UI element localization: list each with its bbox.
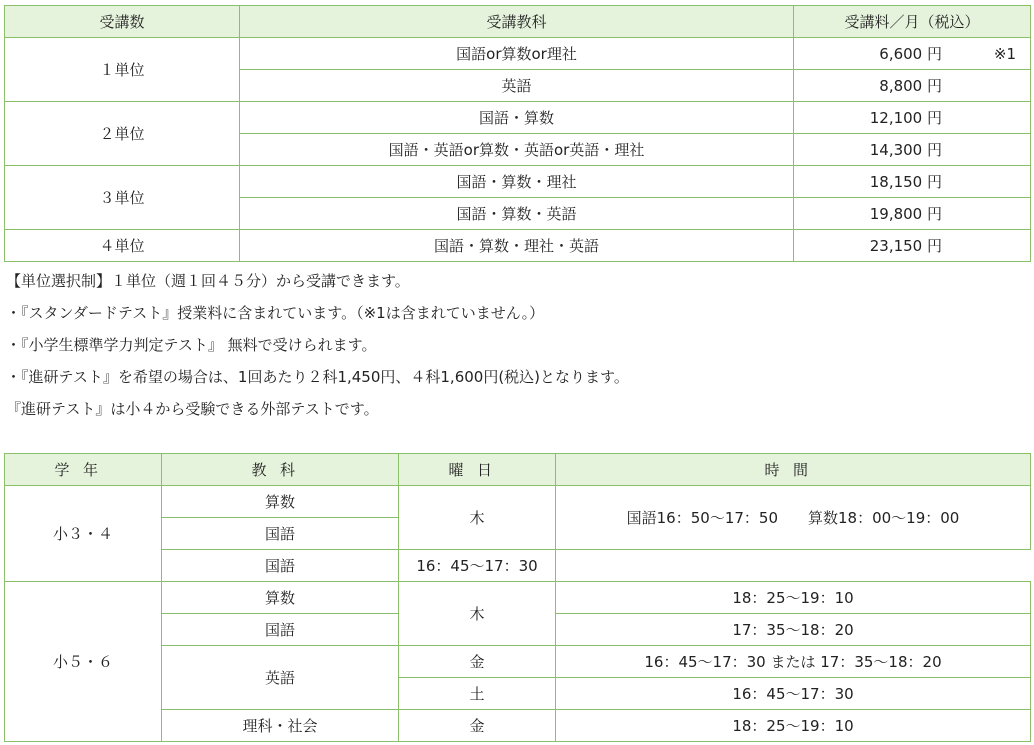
note-unit-system: 【単位選択制】１単位（週１回４５分）から受講できます。 [6, 272, 410, 290]
header-fee: 受講料／月（税込） [794, 6, 1031, 38]
time-cell: 国語16：50〜17：50 算数18：00〜19：00 [556, 486, 1031, 550]
subject-cell: 国語 [162, 550, 399, 582]
time-cell: 16：45〜17：30 [399, 550, 556, 582]
subjects-cell: 国語・算数 [240, 102, 794, 134]
time-cell: 17：35〜18：20 [556, 614, 1031, 646]
schedule-table [4, 453, 1031, 742]
price-cell: 23,150 円 [794, 230, 1031, 262]
header-subjects: 受講教科 [240, 6, 794, 38]
notes [6, 265, 1026, 425]
note-shinken-test-grade: 『進研テスト』は小４から受験できる外部テストです。 [6, 400, 379, 418]
subjects-cell: 国語・算数・理社 [240, 166, 794, 198]
subject-cell: 国語 [162, 518, 399, 550]
note-standard-test: ・『スタンダードテスト』授業料に含まれています。（※1は含まれていません。） [6, 304, 545, 322]
subject-cell: 算数 [162, 582, 399, 614]
price-value: 6,600 円 [879, 44, 942, 63]
time-cell: 16：45〜17：30 または 17：35〜18：20 [556, 646, 1031, 678]
day-cell: 木 [399, 582, 556, 646]
units-cell: ４単位 [5, 230, 240, 262]
note-mark: ※1 [993, 44, 1016, 63]
header-subject: 教科 [162, 454, 399, 486]
price-cell: 18,150 円 [794, 166, 1031, 198]
header-time: 時間 [556, 454, 1031, 486]
day-cell: 土 [399, 678, 556, 710]
note-achievement-test: ・『小学生標準学力判定テスト』 無料で受けられます。 [6, 336, 377, 354]
fee-row [5, 102, 1031, 134]
price-cell: 12,100 円 [794, 102, 1031, 134]
schedule-row [5, 486, 1031, 518]
header-grade: 学年 [5, 454, 162, 486]
header-units: 受講数 [5, 6, 240, 38]
subjects-cell: 国語・算数・理社・英語 [240, 230, 794, 262]
schedule-row [5, 582, 1031, 614]
day-cell: 金 [399, 646, 556, 678]
schedule-header-row [5, 454, 1031, 486]
subject-cell: 国語 [162, 614, 399, 646]
note-shinken-test-fee: ・『進研テスト』を希望の場合は、1回あたり２科1,450円、４科1,600円(税込)となります。 [6, 368, 629, 386]
units-cell: １単位 [5, 38, 240, 102]
fee-row [5, 230, 1031, 262]
price-cell: 14,300 円 [794, 134, 1031, 166]
price-cell [794, 38, 1031, 70]
day-cell: 木 [399, 486, 556, 550]
header-day: 曜日 [399, 454, 556, 486]
subjects-cell: 国語or算数or理社 [240, 38, 794, 70]
time-cell: 18：25〜19：10 [556, 710, 1031, 742]
subjects-cell: 国語・英語or算数・英語or英語・理社 [240, 134, 794, 166]
units-cell: ３単位 [5, 166, 240, 230]
price-cell: 19,800 円 [794, 198, 1031, 230]
subject-cell: 算数 [162, 486, 399, 518]
subject-cell: 英語 [162, 646, 399, 710]
subjects-cell: 国語・算数・英語 [240, 198, 794, 230]
fee-row [5, 166, 1031, 198]
time-cell: 16：45〜17：30 [556, 678, 1031, 710]
day-cell: 金 [399, 710, 556, 742]
subjects-cell: 英語 [240, 70, 794, 102]
fee-header-row [5, 6, 1031, 38]
price-cell: 8,800 円 [794, 70, 1031, 102]
fee-table [4, 5, 1031, 262]
units-cell: ２単位 [5, 102, 240, 166]
grade-cell: 小５・６ [5, 582, 162, 742]
fee-row [5, 38, 1031, 70]
grade-cell: 小３・４ [5, 486, 162, 582]
subject-cell: 理科・社会 [162, 710, 399, 742]
time-cell: 18：25〜19：10 [556, 582, 1031, 614]
